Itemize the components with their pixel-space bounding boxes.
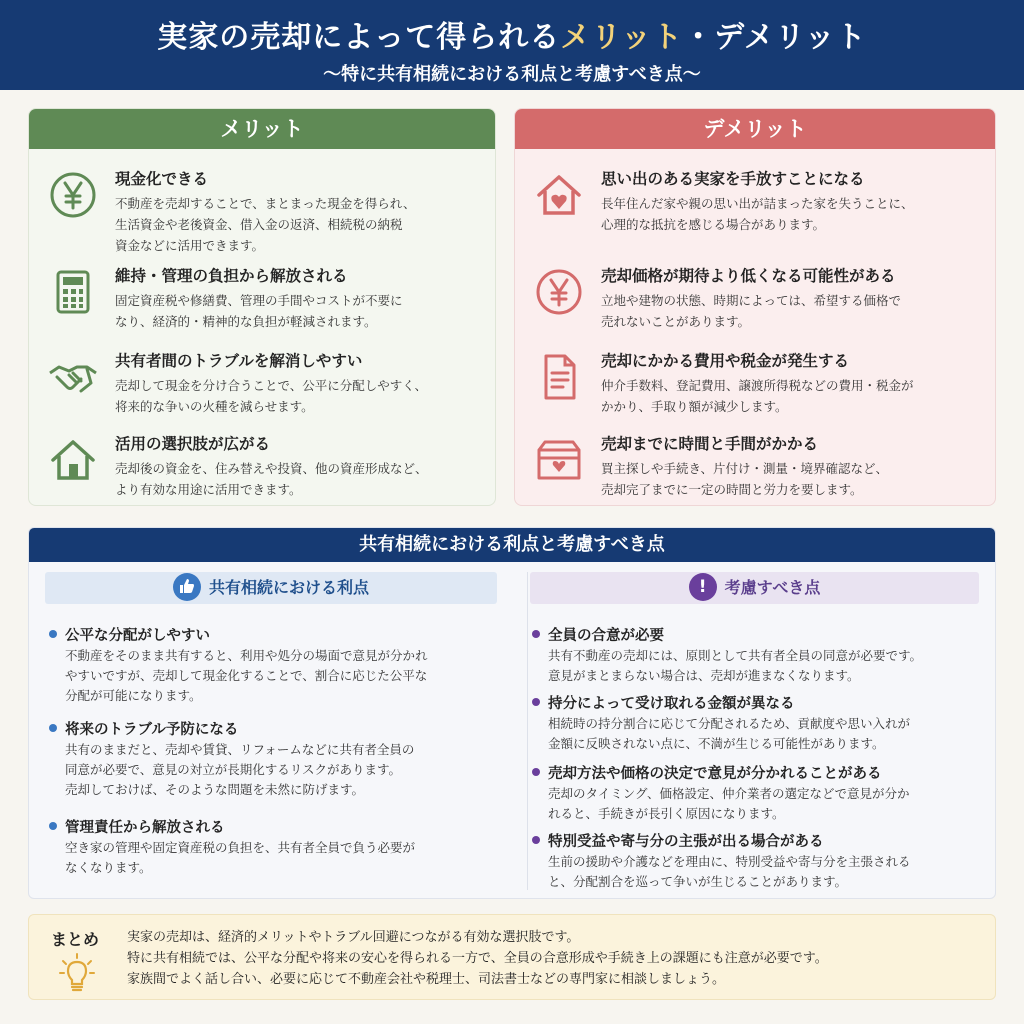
summary-box <box>28 914 996 1000</box>
yen-coin-icon <box>47 169 99 221</box>
page-subtitle: 〜特に共有相続における利点と考慮すべき点〜 <box>323 64 701 85</box>
demerit-desc: 長年住んだ家や親の思い出が詰まった家を失うことに、 心理的な抵抗を感じる場合があります。 <box>601 196 914 232</box>
merits-heading: メリット <box>29 109 495 149</box>
thumbs-up-icon <box>173 573 201 601</box>
document-icon <box>533 351 585 403</box>
exclamation-icon: ! <box>689 573 717 601</box>
page-header <box>0 0 1024 90</box>
consideration-desc: 売却のタイミング、価格設定、仲介業者の選定などで意見が分か れると、手続きが長引く原因になります。 <box>548 786 910 821</box>
merit-title: 共有者間のトラブルを解消しやすい <box>115 352 363 370</box>
demerits-heading: デメリット <box>515 109 995 149</box>
calculator-icon <box>47 266 99 318</box>
demerits-panel <box>514 108 996 506</box>
house-icon <box>47 434 99 486</box>
bullet-dot <box>49 724 57 732</box>
advantages-heading-label: 共有相続における利点 <box>208 578 369 597</box>
consideration-title: 全員の合意が必要 <box>548 628 664 644</box>
shared-inheritance-section <box>28 527 996 899</box>
title-main: 実家の売却によって得られる <box>157 20 561 55</box>
light-bulb-icon <box>59 953 95 993</box>
consideration-title: 持分によって受け取れる金額が異なる <box>548 696 795 712</box>
merit-title: 活用の選択肢が広がる <box>115 435 271 453</box>
moving-box-icon <box>533 434 585 486</box>
advantage-title: 公平な分配がしやすい <box>65 628 210 644</box>
house-heart-icon <box>533 169 585 221</box>
merit-title: 現金化できる <box>115 170 209 188</box>
demerit-desc: 仲介手数料、登記費用、譲渡所得税などの費用・税金が かかり、手取り額が減少します。 <box>601 378 914 414</box>
bullet-dot <box>532 630 540 638</box>
bullet-dot <box>532 698 540 706</box>
title-accent: メリット <box>560 20 684 55</box>
merit-desc: 売却後の資金を、住み替えや投資、他の資産形成など、 より有効な用途に活用できます。 <box>115 461 428 497</box>
summary-text: 実家の売却は、経済的メリットやトラブル回避につながる有効な選択肢です。 特に共有相続では、公平な分配や将来の安心を得られる一方で、全員の合意形成や手続き上の課題にも注意が必要です。 家族間でよく話し合い、必要に応じて不動産会社や税理士、司法書士などの専門家に相談しましょう。 <box>127 930 828 987</box>
demerit-title: 売却までに時間と手間がかかる <box>601 435 819 453</box>
considerations-panel <box>527 572 979 890</box>
bullet-dot <box>49 822 57 830</box>
yen-coin-icon <box>533 266 585 318</box>
advantages-heading <box>45 572 497 604</box>
summary-label: まとめ <box>51 930 100 949</box>
advantage-title: 将来のトラブル予防になる <box>65 722 239 738</box>
advantage-desc: 共有のままだと、売却や賃貸、リフォームなどに共有者全員の 同意が必要で、意見の対立が長期化するリスクがあります。 売却しておけば、そのような問題を未然に防げます。 <box>65 742 415 797</box>
demerit-desc: 買主探しや手続き、片付け・測量・境界確認など、 売却完了までに一定の時間と労力を要します。 <box>601 461 889 497</box>
merits-panel <box>28 108 496 506</box>
merit-desc: 固定資産税や修繕費、管理の手間やコストが不要に なり、経済的・精神的な負担が軽減されます。 <box>115 293 403 329</box>
merit-desc: 不動産を売却することで、まとまった現金を得られ、 生活資金や老後資金、借入金の返済、相続税の納税 資金などに活用できます。 <box>115 196 416 253</box>
bullet-dot <box>532 836 540 844</box>
consideration-desc: 相続時の持分割合に応じて分配されるため、貢献度や思い入れが 金額に反映されない点に、不満が生じる可能性があります。 <box>548 716 911 751</box>
consideration-title: 売却方法や価格の決定で意見が分かれることがある <box>548 766 882 782</box>
bullet-dot <box>532 768 540 776</box>
merit-title: 維持・管理の負担から解放される <box>115 267 348 285</box>
merit-desc: 売却して現金を分け合うことで、公平に分配しやすく、 将来的な争いの火種を減らせます。 <box>115 378 428 414</box>
consideration-desc: 生前の援助や介護などを理由に、特別受益や寄与分を主張される と、分配割合を巡って争いが生じることがあります。 <box>548 854 911 889</box>
title-rest: ・デメリット <box>683 20 867 55</box>
page-title <box>0 0 1024 56</box>
shared-heading: 共有相続における利点と考慮すべき点 <box>29 528 995 562</box>
consideration-title: 特別受益や寄与分の主張が出る場合がある <box>548 834 824 850</box>
advantage-desc: 不動産をそのまま共有すると、利用や処分の場面で意見が分かれ やすいですが、売却して現金化することで、割合に応じた公平な 分配が可能になります。 <box>65 648 428 703</box>
considerations-heading <box>530 572 979 604</box>
demerit-title: 売却価格が期待より低くなる可能性がある <box>601 267 896 285</box>
handshake-icon <box>47 351 99 403</box>
demerit-title: 売却にかかる費用や税金が発生する <box>601 352 850 370</box>
advantages-panel <box>45 572 497 890</box>
consideration-desc: 共有不動産の売却には、原則として共有者全員の同意が必要です。 意見がまとまらない場合は、売却が進まなくなります。 <box>548 648 923 683</box>
bullet-dot <box>49 630 57 638</box>
advantage-desc: 空き家の管理や固定資産税の負担を、共有者全員で負う必要が なくなります。 <box>65 840 416 875</box>
demerit-title: 思い出のある実家を手放すことになる <box>601 170 865 188</box>
advantage-title: 管理責任から解放される <box>65 820 225 836</box>
demerit-desc: 立地や建物の状態、時期によっては、希望する価格で 売れないことがあります。 <box>601 293 902 329</box>
considerations-heading-label: 考慮すべき点 <box>724 578 821 597</box>
